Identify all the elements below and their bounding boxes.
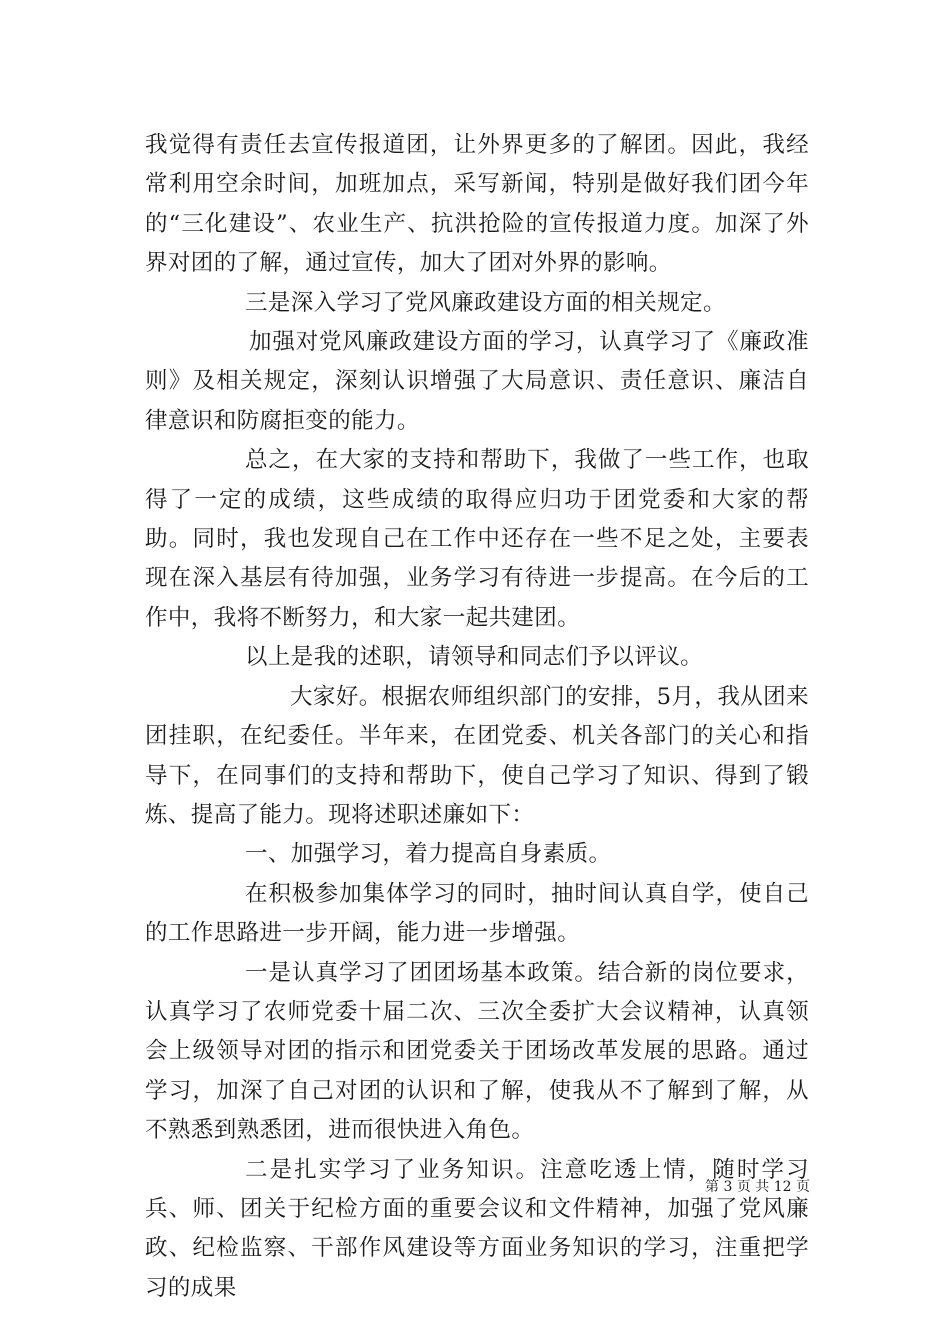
page-number-footer: 第 3 页 共 12 页 bbox=[705, 1179, 810, 1195]
paragraph-7: 一、加强学习，着力提高自身素质。 bbox=[245, 841, 612, 868]
paragraph-5: 以上是我的述职，请领导和同志们予以评议。 bbox=[245, 644, 704, 671]
paragraph-1: 我觉得有责任去宣传报道团，让外界更多的了解团。因此，我经常利用空余时间，加班加点，采写新闻，特别是做好我们团今年的“三化建设”、农业生产、抗洪抢险的宣传报道力度。加深了外界对团的了解，通过宣传，加大了团对外界的影响。 bbox=[145, 132, 809, 277]
paragraph-10: 二是扎实学习了业务知识。注意吃透上情，随时学习兵、师、团关于纪检方面的重要会议和文件精神，加强了党风廉政、纪检监察、干部作风建设等方面业务知识的学习，注重把学习的成果 bbox=[145, 1156, 809, 1301]
paragraph-8: 在积极参加集体学习的同时，抽时间认真自学，使自己的工作思路进一步开阔，能力进一步增强。 bbox=[145, 880, 809, 947]
paragraph-9: 一是认真学习了团团场基本政策。结合新的岗位要求，认真学习了农师党委十届二次、三次全委扩大会议精神，认真领会上级领导对团的指示和团党委关于团场改革发展的思路。通过学习，加深了自己对团的认识和了解，使我从不了解到了解，从不熟悉到熟悉团，进而很快进入角色。 bbox=[145, 959, 809, 1144]
paragraph-6: 大家好。根据农师组织部门的安排，5月，我从团来团挂职，在纪委任。半年来，在团党委、机关各部门的关心和指导下，在同事们的支持和帮助下，使自己学习了知识、得到了锻炼、提高了能力。现将述职述廉如下： bbox=[145, 683, 809, 828]
paragraph-2: 三是深入学习了党风廉政建设方面的相关规定。 bbox=[245, 289, 726, 316]
document-body bbox=[145, 126, 809, 1308]
paragraph-4: 总之，在大家的支持和帮助下，我做了一些工作，也取得了一定的成绩，这些成绩的取得应归功于团党委和大家的帮助。同时，我也发现自己在工作中还存在一些不足之处，主要表现在深入基层有待加强，业务学习有待进一步提高。在今后的工作中，我将不断努力，和大家一起共建团。 bbox=[145, 447, 809, 631]
paragraph-3: 加强对党风廉政建设方面的学习，认真学习了《廉政准则》及相关规定，深刻认识增强了大局意识、责任意识、廉洁自律意识和防腐拒变的能力。 bbox=[145, 329, 809, 434]
